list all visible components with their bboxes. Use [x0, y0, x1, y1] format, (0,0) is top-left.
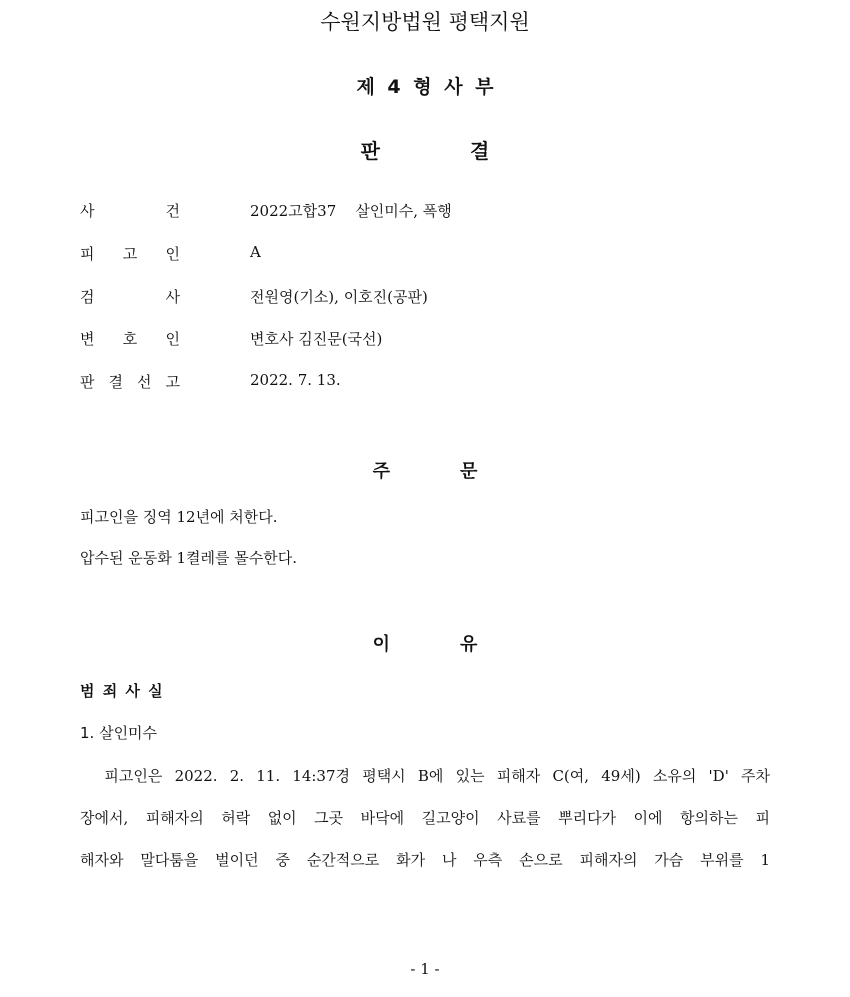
reasons-heading	[0, 630, 850, 656]
order-line: 압수된 운동화 1켤레를 몰수한다.	[80, 549, 297, 567]
facts-heading: 범 죄 사 실	[80, 682, 163, 700]
case-info-label	[80, 200, 180, 221]
court-name: 수원지방법원 평택지원	[320, 10, 530, 34]
label-char: 건	[165, 202, 180, 220]
heading-char: 문	[460, 461, 478, 482]
order-line: 피고인을 징역 12년에 처한다.	[80, 508, 278, 526]
label-char: 검	[80, 288, 95, 306]
case-info-value: 2022. 7. 13.	[250, 371, 341, 389]
label-char: 인	[165, 330, 180, 348]
case-info-label	[80, 328, 180, 349]
paragraph-line: 해자와 말다툼을 벌이던 중 순간적으로 화가 나 우측 손으로 피해자의 가슴 부위를 1	[80, 851, 770, 869]
case-info-value: 변호사 김진문(국선)	[250, 330, 383, 348]
label-char: 판	[80, 373, 95, 391]
heading-char: 유	[460, 634, 478, 655]
label-char: 피	[80, 245, 95, 263]
label-char: 인	[165, 245, 180, 263]
crime-sub-heading: 1. 살인미수	[80, 724, 158, 742]
label-char: 변	[80, 330, 95, 348]
paragraph-line: 장에서, 피해자의 허락 없이 그곳 바닥에 길고양이 사료를 뿌리다가 이에 항의하는 피	[80, 809, 770, 827]
order-heading	[0, 457, 850, 483]
doc-type-char: 판	[360, 139, 380, 163]
case-info-value: 전원영(기소), 이호진(공판)	[250, 288, 428, 306]
label-char: 고	[165, 373, 180, 391]
case-info-value: 2022고합37 살인미수, 폭행	[250, 202, 452, 220]
case-info-label	[80, 286, 180, 307]
case-info-label	[80, 243, 180, 264]
case-info-label	[80, 371, 180, 392]
label-char: 결	[108, 373, 123, 391]
label-char: 사	[80, 202, 95, 220]
division-name: 제 4 형 사 부	[356, 76, 494, 98]
case-info-value: A	[250, 243, 261, 261]
paragraph-line: 피고인은 2022. 2. 11. 14:37경 평택시 B에 있는 피해자 C(여, 49세) 소유의 'D' 주차	[80, 767, 770, 785]
label-char: 호	[122, 330, 138, 348]
page-number: - 1 -	[410, 960, 440, 978]
doc-type-char: 결	[470, 139, 490, 163]
document-type-title	[0, 135, 850, 164]
label-char: 선	[137, 373, 152, 391]
label-char: 사	[165, 288, 180, 306]
heading-char: 이	[372, 634, 390, 655]
heading-char: 주	[372, 461, 390, 482]
label-char: 고	[122, 245, 138, 263]
